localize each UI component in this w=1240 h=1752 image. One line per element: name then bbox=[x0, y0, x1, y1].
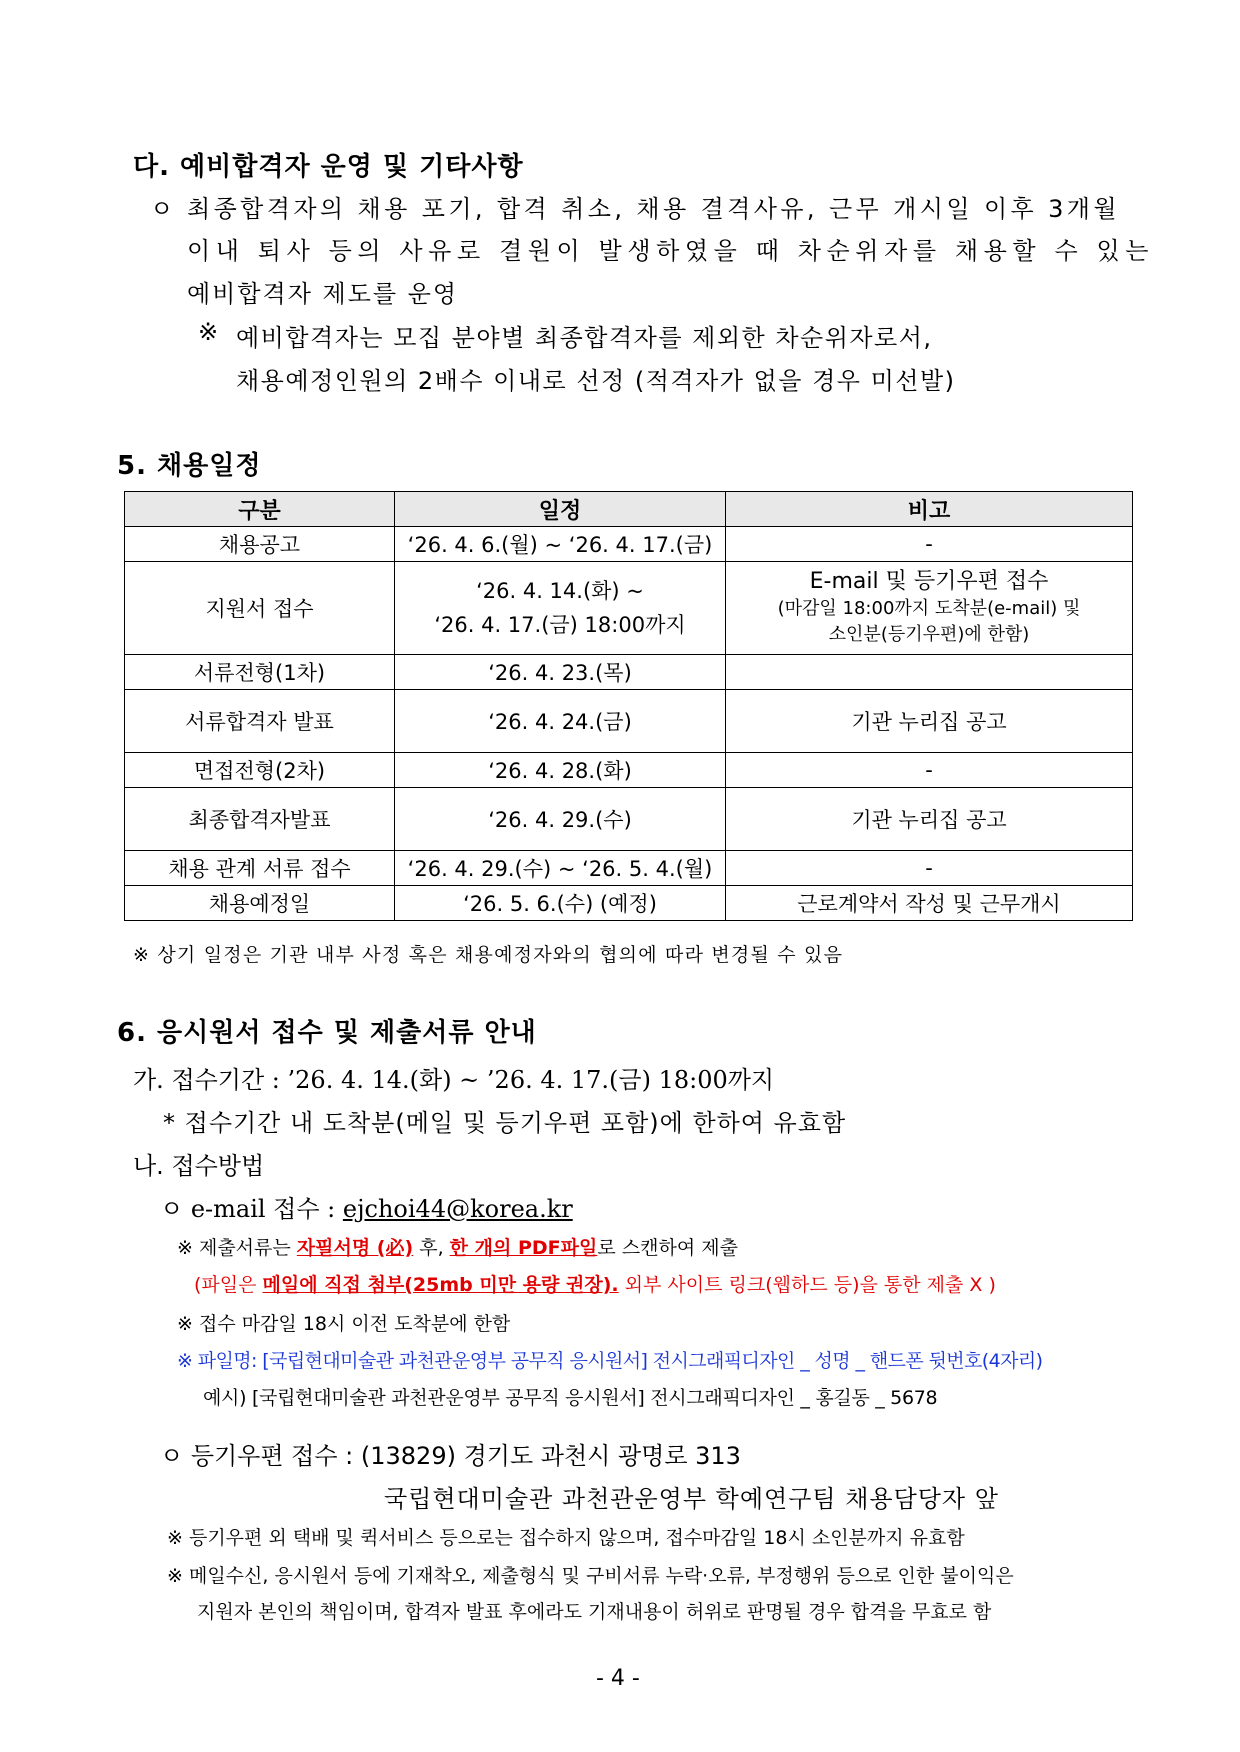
cell-category: 서류합격자 발표 bbox=[125, 690, 395, 753]
email-note1 bbox=[177, 1233, 738, 1260]
cell-schedule: ‘26. 5. 6.(수) (예정) bbox=[395, 886, 726, 921]
cell-category: 채용공고 bbox=[125, 527, 395, 562]
cell-note: - bbox=[726, 527, 1133, 562]
cell-category: 채용예정일 bbox=[125, 886, 395, 921]
application-method: 나. 접수방법 bbox=[133, 1152, 265, 1180]
cell-note bbox=[726, 655, 1133, 690]
table-row bbox=[125, 886, 1133, 921]
post-note2: ※ 메일수신, 응시원서 등에 기재착오, 제출형식 및 구비서류 누락·오류, 부정행위 등으로 인한 불이익은 bbox=[167, 1565, 1014, 1587]
section-da-line3: 예비합격자 제도를 운영 bbox=[187, 280, 459, 308]
note-text: 외부 사이트 링크(웹하드 등)을 통한 제출 X ) bbox=[618, 1274, 996, 1296]
cell-schedule bbox=[395, 562, 726, 655]
cell-note: 기관 누리집 공고 bbox=[726, 690, 1133, 753]
schedule-table bbox=[124, 491, 1133, 921]
cell-category: 최종합격자발표 bbox=[125, 788, 395, 851]
note-line: E-mail 및 등기우편 접수 bbox=[809, 568, 1049, 594]
section-da-title: 다. 예비합격자 운영 및 기타사항 bbox=[133, 152, 524, 182]
email-note2 bbox=[194, 1270, 996, 1297]
cell-note: - bbox=[726, 753, 1133, 788]
email-link[interactable]: ejchoi44@korea.kr bbox=[342, 1195, 573, 1223]
cell-schedule: ‘26. 4. 29.(수) bbox=[395, 788, 726, 851]
cell-schedule: ‘26. 4. 23.(목) bbox=[395, 655, 726, 690]
table-row bbox=[125, 788, 1133, 851]
table-row bbox=[125, 655, 1133, 690]
cell-schedule: ‘26. 4. 24.(금) bbox=[395, 690, 726, 753]
filename-example: 예시) [국립현대미술관 과천관운영부 공무직 응시원서] 전시그래픽디자인 _ 홍길동 _ 5678 bbox=[203, 1387, 938, 1409]
header-schedule: 일정 bbox=[395, 492, 726, 527]
signature-required: 자필서명 (必) bbox=[296, 1237, 414, 1259]
note-line: (마감일 18:00까지 도착분(e-mail) 및 bbox=[777, 597, 1081, 619]
bullet: ㅇ bbox=[150, 195, 174, 223]
post-note3: 지원자 본인의 책임이며, 합격자 발표 후에라도 기재내용이 허위로 판명될 경우 합격을 무효로 함 bbox=[197, 1601, 992, 1623]
cell-category: 채용 관계 서류 접수 bbox=[125, 851, 395, 886]
table-header-row bbox=[125, 492, 1133, 527]
section-da-note1: 예비합격자는 모집 분야별 최종합격자를 제외한 차순위자로서, bbox=[236, 324, 933, 352]
post-line1: ㅇ 등기우편 접수 : (13829) 경기도 과천시 광명로 313 bbox=[160, 1442, 741, 1470]
email-note3: ※ 접수 마감일 18시 이전 도착분에 한함 bbox=[177, 1313, 511, 1335]
schedule-line: ‘26. 4. 14.(화) ~ bbox=[476, 579, 644, 603]
post-note1: ※ 등기우편 외 택배 및 퀵서비스 등으로는 접수하지 않으며, 접수마감일 18시 소인분까지 유효함 bbox=[167, 1527, 965, 1549]
schedule-line: ‘26. 4. 17.(금) 18:00까지 bbox=[434, 613, 686, 637]
section6-title: 6. 응시원서 접수 및 제출서류 안내 bbox=[117, 1018, 537, 1048]
cell-note: 기관 누리집 공고 bbox=[726, 788, 1133, 851]
table-row bbox=[125, 527, 1133, 562]
note-text: ※ 제출서류는 bbox=[177, 1237, 297, 1259]
note-text: (파일은 bbox=[194, 1274, 263, 1296]
cell-schedule: ‘26. 4. 6.(월) ~ ‘26. 4. 17.(금) bbox=[395, 527, 726, 562]
table-row bbox=[125, 851, 1133, 886]
schedule-footnote: ※ 상기 일정은 기관 내부 사정 혹은 채용예정자와의 협의에 따라 변경될 수 있음 bbox=[133, 944, 844, 966]
note-mark: ※ bbox=[198, 318, 219, 346]
note-line: 소인분(등기우편)에 한함) bbox=[828, 623, 1030, 645]
cell-note: - bbox=[726, 851, 1133, 886]
table-row bbox=[125, 562, 1133, 655]
table-row bbox=[125, 690, 1133, 753]
section-da-note2: 채용예정인원의 2배수 이내로 선정 (적격자가 없을 경우 미선발) bbox=[236, 367, 956, 395]
post-line2: 국립현대미술관 과천관운영부 학예연구팀 채용담당자 앞 bbox=[384, 1485, 999, 1513]
cell-note bbox=[726, 562, 1133, 655]
section-da-line2: 이내 퇴사 등의 사유로 결원이 발생하였을 때 차순위자를 채용할 수 있는 bbox=[187, 237, 1155, 265]
header-note: 비고 bbox=[726, 492, 1133, 527]
note-text: 로 스캔하여 제출 bbox=[597, 1237, 738, 1259]
email-label: ㅇ e-mail 접수 : bbox=[160, 1195, 343, 1223]
single-pdf: 한 개의 PDF파일 bbox=[449, 1237, 598, 1259]
table-row bbox=[125, 753, 1133, 788]
note-text: 후, bbox=[413, 1237, 450, 1259]
header-category: 구분 bbox=[125, 492, 395, 527]
attach-directly: 메일에 직접 첨부(25mb 미만 용량 권장). bbox=[262, 1274, 619, 1296]
section-da-line1: 최종합격자의 채용 포기, 합격 취소, 채용 결격사유, 근무 개시일 이후 3개월 bbox=[187, 195, 1120, 223]
email-line bbox=[160, 1189, 573, 1224]
cell-category: 지원서 접수 bbox=[125, 562, 395, 655]
cell-note: 근로계약서 작성 및 근무개시 bbox=[726, 886, 1133, 921]
section5-title: 5. 채용일정 bbox=[117, 451, 262, 481]
cell-schedule: ‘26. 4. 28.(화) bbox=[395, 753, 726, 788]
application-period: 가. 접수기간 : ’26. 4. 14.(화) ~ ’26. 4. 17.(금) 18:00까지 bbox=[133, 1066, 775, 1094]
cell-category: 서류전형(1차) bbox=[125, 655, 395, 690]
application-period-note: * 접수기간 내 도착분(메일 및 등기우편 포함)에 한하여 유효함 bbox=[163, 1109, 847, 1137]
cell-schedule: ‘26. 4. 29.(수) ~ ‘26. 5. 4.(월) bbox=[395, 851, 726, 886]
cell-category: 면접전형(2차) bbox=[125, 753, 395, 788]
page-number: - 4 - bbox=[596, 1666, 640, 1691]
filename-rule: ※ 파일명: [국립현대미술관 과천관운영부 공무직 응시원서] 전시그래픽디자인 _ 성명 _ 핸드폰 뒷번호(4자리) bbox=[177, 1350, 1043, 1372]
